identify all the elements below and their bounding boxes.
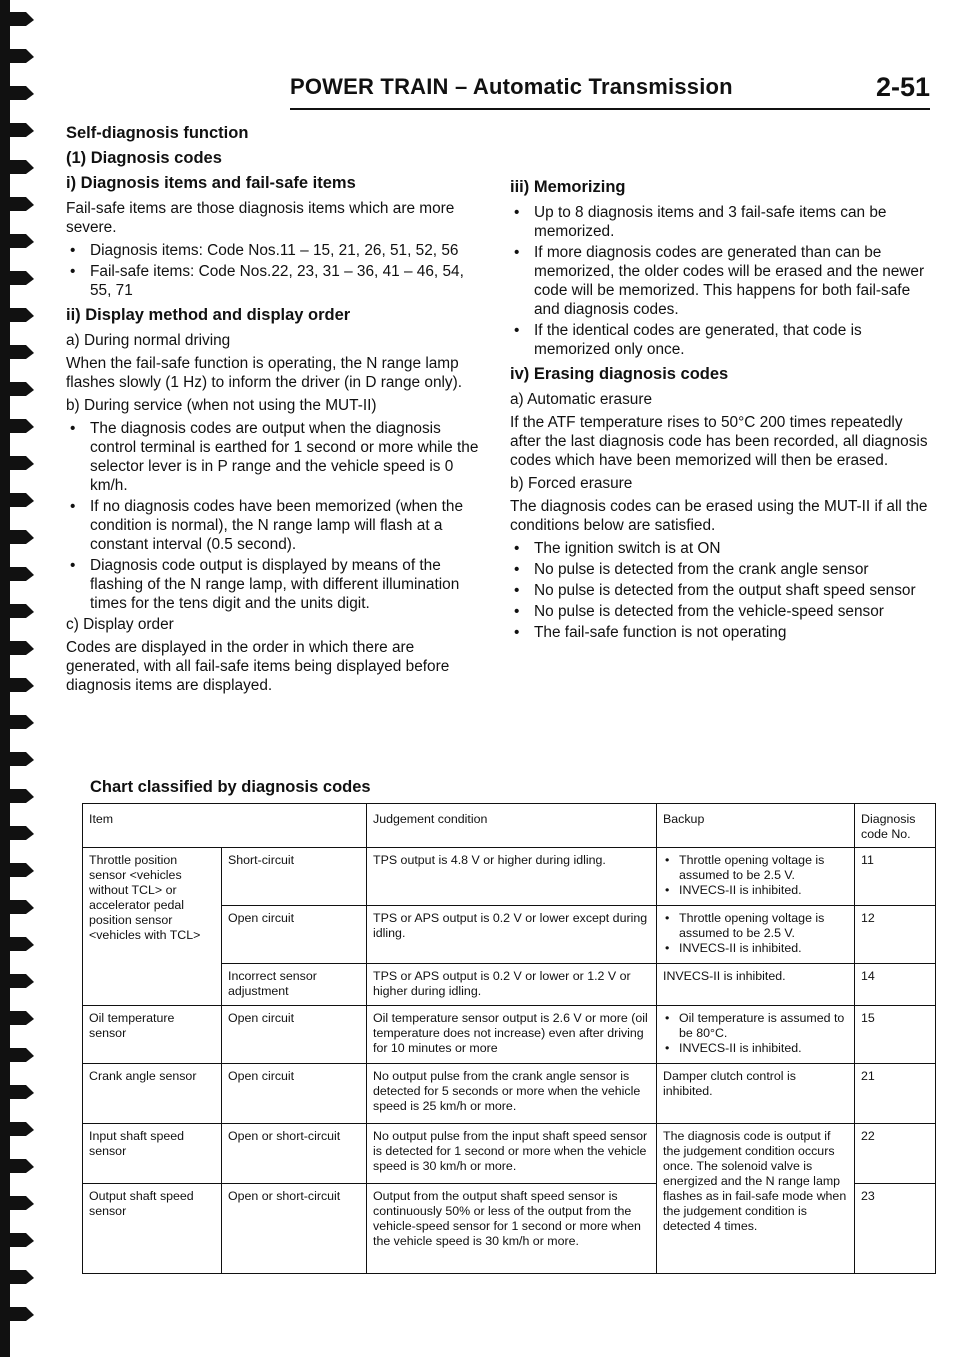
table-header-row — [83, 804, 936, 848]
list-item: • If the identical codes are generated, that code is memorized only once. — [510, 321, 932, 359]
list-item: • Up to 8 diagnosis items and 3 fail-safe items can be memorized. — [510, 203, 932, 241]
binding-tick — [8, 1305, 38, 1323]
judgement-cell: TPS or APS output is 0.2 V or lower except during idling. — [367, 906, 657, 964]
backup-cell — [657, 906, 855, 964]
list-item: • The diagnosis codes are output when the diagnosis control terminal is earthed for 1 second or more while the selector lever is in P range and the vehicle speed is 0 km/h. — [66, 419, 480, 495]
automatic-erasure-label: a) Automatic erasure — [510, 391, 653, 408]
list-item: • If more diagnosis codes are generated than can be memorized, the older codes will be erased and the newer code will be memorized. This happens for both fail-safe and diagnosis codes. — [510, 243, 932, 319]
erasing-heading: iv) Erasing diagnosis codes — [510, 365, 729, 383]
code-cell: 21 — [855, 1064, 936, 1124]
judgement-cell: TPS or APS output is 0.2 V or lower or 1.2 V or higher during idling. — [367, 964, 657, 1006]
binding-tick — [8, 158, 38, 176]
binding-tick — [8, 935, 38, 953]
binding-tick — [8, 269, 38, 287]
right-column — [510, 178, 932, 644]
list-item: • If no diagnosis codes have been memorized (when the condition is normal), the N range lamp will flash at a constant interval (0.5 second). — [66, 497, 480, 554]
erasure-conditions-list — [510, 539, 932, 642]
binding-tick — [8, 713, 38, 731]
binding-tick — [8, 602, 38, 620]
code-cell: 15 — [855, 1006, 936, 1064]
binding-tick — [8, 639, 38, 657]
binding-tick — [8, 417, 38, 435]
failure-cell: Open circuit — [222, 1064, 367, 1124]
code-cell: 23 — [855, 1184, 936, 1274]
binding-tick — [8, 565, 38, 583]
binding-tick — [8, 1083, 38, 1101]
item-cell: Output shaft speed sensor — [83, 1184, 222, 1274]
subsection-heading: (1) Diagnosis codes — [66, 149, 222, 167]
code-cell: 11 — [855, 848, 936, 906]
binding-tick — [8, 232, 38, 250]
table-row — [83, 848, 936, 906]
failsafe-intro: Fail-safe items are those diagnosis items which are more severe. — [66, 200, 455, 236]
list-item: • Fail-safe items: Code Nos.22, 23, 31 – 36, 41 – 46, 54, 55, 71 — [66, 262, 480, 300]
binding-tick — [8, 528, 38, 546]
item-cell: Crank angle sensor — [83, 1064, 222, 1124]
backup-cell: Damper clutch control is inhibited. — [657, 1064, 855, 1124]
list-item: • No pulse is detected from the output shaft speed sensor — [510, 581, 932, 600]
header-judgement: Judgement condition — [367, 804, 657, 848]
list-item: • No pulse is detected from the crank angle sensor — [510, 560, 932, 579]
binding-edge — [0, 0, 50, 1357]
binding-tick — [8, 750, 38, 768]
binding-tick — [8, 454, 38, 472]
binding-tick — [8, 10, 38, 28]
left-column — [66, 124, 480, 699]
list-item: • INVECS-II is inhibited. — [663, 883, 848, 898]
binding-tick — [8, 1268, 38, 1286]
judgement-cell: TPS output is 4.8 V or higher during idling. — [367, 848, 657, 906]
code-cell: 12 — [855, 906, 936, 964]
code-list — [66, 241, 480, 300]
backup-cell — [657, 848, 855, 906]
judgement-cell: Oil temperature sensor output is 2.6 V or more (oil temperature does not increase) even after driving for 10 minutes or more — [367, 1006, 657, 1064]
judgement-cell: Output from the output shaft speed sensor is continuously 50% or less of the output from the vehicle-speed sensor for 1 second or more when the vehicle speed is 30 km/h or more. — [367, 1184, 657, 1274]
binding-tick — [8, 787, 38, 805]
item-cell: Throttle position sensor <vehicles without TCL> or accelerator pedal position sensor <vehicles with TCL> — [83, 848, 222, 1006]
page-number: 2-51 — [875, 72, 930, 102]
list-item: • Oil temperature is assumed to be 80°C. — [663, 1011, 848, 1041]
normal-driving-text: When the fail-safe function is operating, the N range lamp flashes slowly (1 Hz) to inform the driver (in D range only). — [66, 355, 463, 391]
binding-tick — [8, 47, 38, 65]
binding-tick — [8, 824, 38, 842]
normal-driving-label: a) During normal driving — [66, 332, 231, 349]
binding-tick — [8, 1194, 38, 1212]
list-item: • The ignition switch is at ON — [510, 539, 932, 558]
forced-erasure-text: The diagnosis codes can be erased using the MUT-II if all the conditions below are satisfied. — [510, 498, 928, 534]
diagnosis-items-heading: i) Diagnosis items and fail-safe items — [66, 174, 356, 192]
during-service-label: b) During service (when not using the MUT-II) — [66, 397, 377, 414]
page-header — [290, 72, 930, 110]
forced-erasure-label: b) Forced erasure — [510, 475, 633, 492]
list-item: • Diagnosis items: Code Nos.11 – 15, 21, 26, 51, 52, 56 — [66, 241, 480, 260]
item-cell: Oil temperature sensor — [83, 1006, 222, 1064]
header-item: Item — [83, 804, 367, 848]
table-row — [83, 1006, 936, 1064]
binding-tick — [8, 84, 38, 102]
list-item: • Throttle opening voltage is assumed to be 2.5 V. — [663, 853, 848, 883]
binding-tick — [8, 343, 38, 361]
code-cell: 14 — [855, 964, 936, 1006]
display-method-heading: ii) Display method and display order — [66, 306, 351, 324]
failure-cell: Open or short-circuit — [222, 1184, 367, 1274]
list-item: • INVECS-II is inhibited. — [663, 941, 848, 956]
display-order-text: Codes are displayed in the order in which there are generated, with all fail-safe items being displayed before diagnosis items are displayed. — [66, 639, 450, 694]
list-item: • The fail-safe function is not operating — [510, 623, 932, 642]
chart-title: Chart classified by diagnosis codes — [90, 778, 371, 796]
binding-tick — [8, 972, 38, 990]
failure-cell: Short-circuit — [222, 848, 367, 906]
memorizing-list — [510, 203, 932, 359]
code-cell: 22 — [855, 1124, 936, 1184]
judgement-cell: No output pulse from the crank angle sensor is detected for 5 seconds or more when the vehicle speed is 25 km/h or more. — [367, 1064, 657, 1124]
list-item: • Throttle opening voltage is assumed to be 2.5 V. — [663, 911, 848, 941]
binding-tick — [8, 195, 38, 213]
page-title: POWER TRAIN – Automatic Transmission — [290, 74, 733, 99]
list-item: • No pulse is detected from the vehicle-speed sensor — [510, 602, 932, 621]
section-heading: Self-diagnosis function — [66, 124, 249, 142]
binding-tick — [8, 676, 38, 694]
binding-tick — [8, 1231, 38, 1249]
list-item: • INVECS-II is inhibited. — [663, 1041, 848, 1056]
binding-tick — [8, 1046, 38, 1064]
item-cell: Input shaft speed sensor — [83, 1124, 222, 1184]
automatic-erasure-text: If the ATF temperature rises to 50°C 200 times repeatedly after the last diagnosis code has been recorded, all diagnosis codes which have been memorized will then be erased. — [510, 414, 928, 469]
table-row — [83, 1124, 936, 1184]
binding-tick — [8, 306, 38, 324]
list-item: • Diagnosis code output is displayed by means of the flashing of the N range lamp, with different illumination times for the tens digit and the units digit. — [66, 556, 480, 613]
failure-cell: Open or short-circuit — [222, 1124, 367, 1184]
binding-tick — [8, 861, 38, 879]
binding-tick — [8, 1120, 38, 1138]
header-code: Diagnosis code No. — [855, 804, 936, 848]
binding-tick — [8, 898, 38, 916]
binding-tick — [8, 1009, 38, 1027]
backup-cell — [657, 1006, 855, 1064]
failure-cell: Open circuit — [222, 906, 367, 964]
memorizing-heading: iii) Memorizing — [510, 178, 626, 196]
binding-tick — [8, 1157, 38, 1175]
failure-cell: Incorrect sensor adjustment — [222, 964, 367, 1006]
display-order-label: c) Display order — [66, 616, 174, 633]
judgement-cell: No output pulse from the input shaft speed sensor is detected for 1 second or more when the vehicle speed is 30 km/h or more. — [367, 1124, 657, 1184]
diagnosis-code-table — [82, 803, 936, 1274]
table-row — [83, 1064, 936, 1124]
backup-cell: INVECS-II is inhibited. — [657, 964, 855, 1006]
binding-tick — [8, 380, 38, 398]
header-backup: Backup — [657, 804, 855, 848]
binding-tick — [8, 491, 38, 509]
failure-cell: Open circuit — [222, 1006, 367, 1064]
backup-cell: The diagnosis code is output if the judgement condition occurs once. The solenoid valve is energized and the N range lamp flashes as in fail-safe mode when the judgement condition is detected 4 times. — [657, 1124, 855, 1274]
service-list — [66, 419, 480, 613]
binding-tick — [8, 121, 38, 139]
